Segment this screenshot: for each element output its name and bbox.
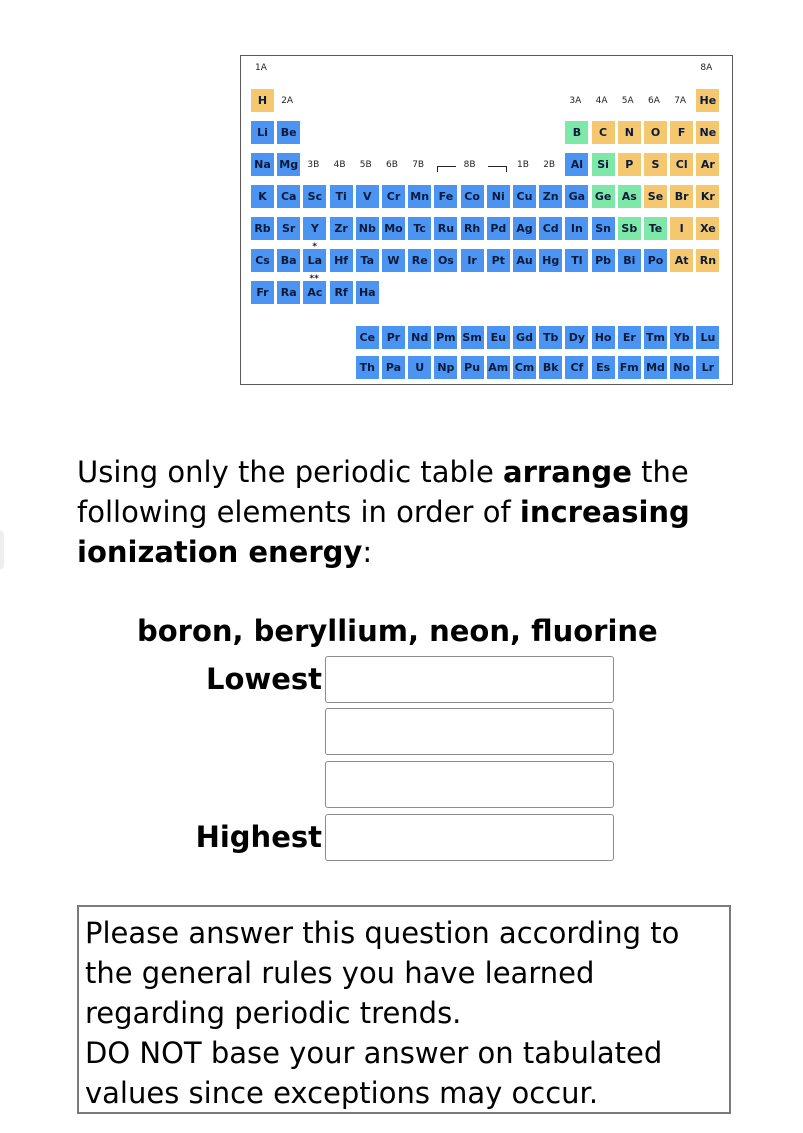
element-k: K [250,184,275,209]
answer-field-4[interactable] [325,814,614,861]
element-sr: Sr [276,216,301,241]
element-al: Al [564,152,589,177]
element-ge: Ge [591,184,616,209]
element-re: Re [407,248,432,273]
element-ni: Ni [486,184,511,209]
question-text [77,452,757,572]
element-cm: Cm [512,355,537,380]
element-xe: Xe [695,216,720,241]
element-tl: Tl [564,248,589,273]
group-label-1b: 1B [517,160,529,170]
element-cd: Cd [538,216,563,241]
element-nb: Nb [355,216,380,241]
element-cf: Cf [564,355,589,380]
question-part: : [362,535,373,569]
element-bk: Bk [538,355,563,380]
element-pb: Pb [591,248,616,273]
element-w: W [381,248,406,273]
element-np: Np [433,355,458,380]
element-os: Os [433,248,458,273]
element-in: In [564,216,589,241]
answer-field-1[interactable] [325,656,614,703]
element-at: At [669,248,694,273]
group-label-6a: 6A [648,96,660,106]
question-emphasis: increasing ionization energy [77,495,690,569]
group-label-5b: 5B [359,160,372,170]
element-ta: Ta [355,248,380,273]
actinide-marker: ** [309,274,319,284]
element-lr: Lr [695,355,720,380]
instruction-note [77,905,731,1114]
element-ha: Ha [355,280,380,305]
element-th: Th [355,355,380,380]
element-fm: Fm [617,355,642,380]
group-8b-bracket-left [437,166,456,172]
element-hf: Hf [329,248,354,273]
group-label-2a: 2A [281,96,294,106]
element-am: Am [486,355,511,380]
element-ne: Ne [695,120,720,145]
lanthanide-marker: * [312,242,318,252]
highest-label: Highest [195,820,322,854]
element-ru: Ru [433,216,458,241]
element-la: La [302,248,327,273]
element-v: V [355,184,380,209]
element-ba: Ba [276,248,301,273]
element-ra: Ra [276,280,301,305]
element-bi: Bi [617,248,642,273]
element-yb: Yb [669,325,694,350]
element-cs: Cs [250,248,275,273]
note-line-1: Please answer this question according to the general rules you have learned regarding periodic trends. [85,916,680,1030]
element-na: Na [250,152,275,177]
element-kr: Kr [695,184,720,209]
group-label-6b: 6B [386,160,398,170]
element-ir: Ir [460,248,485,273]
element-rn: Rn [695,248,720,273]
element-ga: Ga [564,184,589,209]
element-rh: Rh [460,216,485,241]
element-pr: Pr [381,325,406,350]
answer-field-2[interactable] [325,708,614,755]
element-ce: Ce [355,325,380,350]
element-sc: Sc [302,184,327,209]
element-mn: Mn [407,184,432,209]
answer-field-3[interactable] [325,761,614,808]
lowest-label: Lowest [206,662,322,696]
element-te: Te [643,216,668,241]
element-md: Md [643,355,668,380]
element-n: N [617,120,642,145]
element-be: Be [276,120,301,145]
element-i: I [669,216,694,241]
element-br: Br [669,184,694,209]
element-he: He [695,88,720,113]
element-co: Co [460,184,485,209]
element-tb: Tb [538,325,563,350]
element-mg: Mg [276,152,301,177]
element-eu: Eu [486,325,511,350]
element-ac: Ac [302,280,327,305]
element-er: Er [617,325,642,350]
element-zr: Zr [329,216,354,241]
group-label-7b: 7B [412,160,425,170]
element-tm: Tm [643,325,668,350]
group-8b-bracket-right [488,166,507,172]
periodic-table [240,55,733,385]
element-mo: Mo [381,216,406,241]
element-tc: Tc [407,216,432,241]
group-label-5a: 5A [621,96,634,106]
element-au: Au [512,248,537,273]
element-b: B [564,120,589,145]
element-rf: Rf [329,280,354,305]
element-p: P [617,152,642,177]
element-h: H [250,88,275,113]
element-f: F [669,120,694,145]
element-o: O [643,120,668,145]
element-dy: Dy [564,325,589,350]
elements-list: boron, beryllium, neon, fluorine [137,614,658,648]
element-ti: Ti [329,184,354,209]
element-fe: Fe [433,184,458,209]
element-no: No [669,355,694,380]
element-zn: Zn [538,184,563,209]
element-sb: Sb [617,216,642,241]
note-line-2: DO NOT base your answer on tabulated values since exceptions may occur. [85,1036,663,1110]
element-as: As [617,184,642,209]
element-es: Es [591,355,616,380]
element-pa: Pa [381,355,406,380]
element-ag: Ag [512,216,537,241]
group-label-2b: 2B [543,160,556,170]
element-y: Y [302,216,327,241]
question-part: Using only the periodic table [77,455,504,489]
group-label-1a: 1A [255,63,267,73]
element-lu: Lu [695,325,720,350]
element-cr: Cr [381,184,406,209]
element-li: Li [250,120,275,145]
element-pt: Pt [486,248,511,273]
group-label-3a: 3A [569,96,582,106]
element-c: C [591,120,616,145]
element-sn: Sn [591,216,616,241]
question-part: the following elements in order of [77,455,689,529]
group-label-7a: 7A [674,96,687,106]
element-pu: Pu [460,355,485,380]
element-se: Se [643,184,668,209]
element-pm: Pm [433,325,458,350]
group-label-4b: 4B [333,160,346,170]
element-ho: Ho [591,325,616,350]
element-rb: Rb [250,216,275,241]
element-cl: Cl [669,152,694,177]
element-sm: Sm [460,325,485,350]
group-label-8b: 8B [463,160,476,170]
element-ca: Ca [276,184,301,209]
group-label-8a: 8A [700,63,713,73]
element-fr: Fr [250,280,275,305]
element-po: Po [643,248,668,273]
element-s: S [643,152,668,177]
page-edge-tab [0,530,4,570]
group-label-4a: 4A [595,96,608,106]
group-label-3b: 3B [307,160,320,170]
element-cu: Cu [512,184,537,209]
element-hg: Hg [538,248,563,273]
element-ar: Ar [695,152,720,177]
element-gd: Gd [512,325,537,350]
element-u: U [407,355,432,380]
element-si: Si [591,152,616,177]
element-pd: Pd [486,216,511,241]
question-emphasis: arrange [503,455,632,489]
element-nd: Nd [407,325,432,350]
